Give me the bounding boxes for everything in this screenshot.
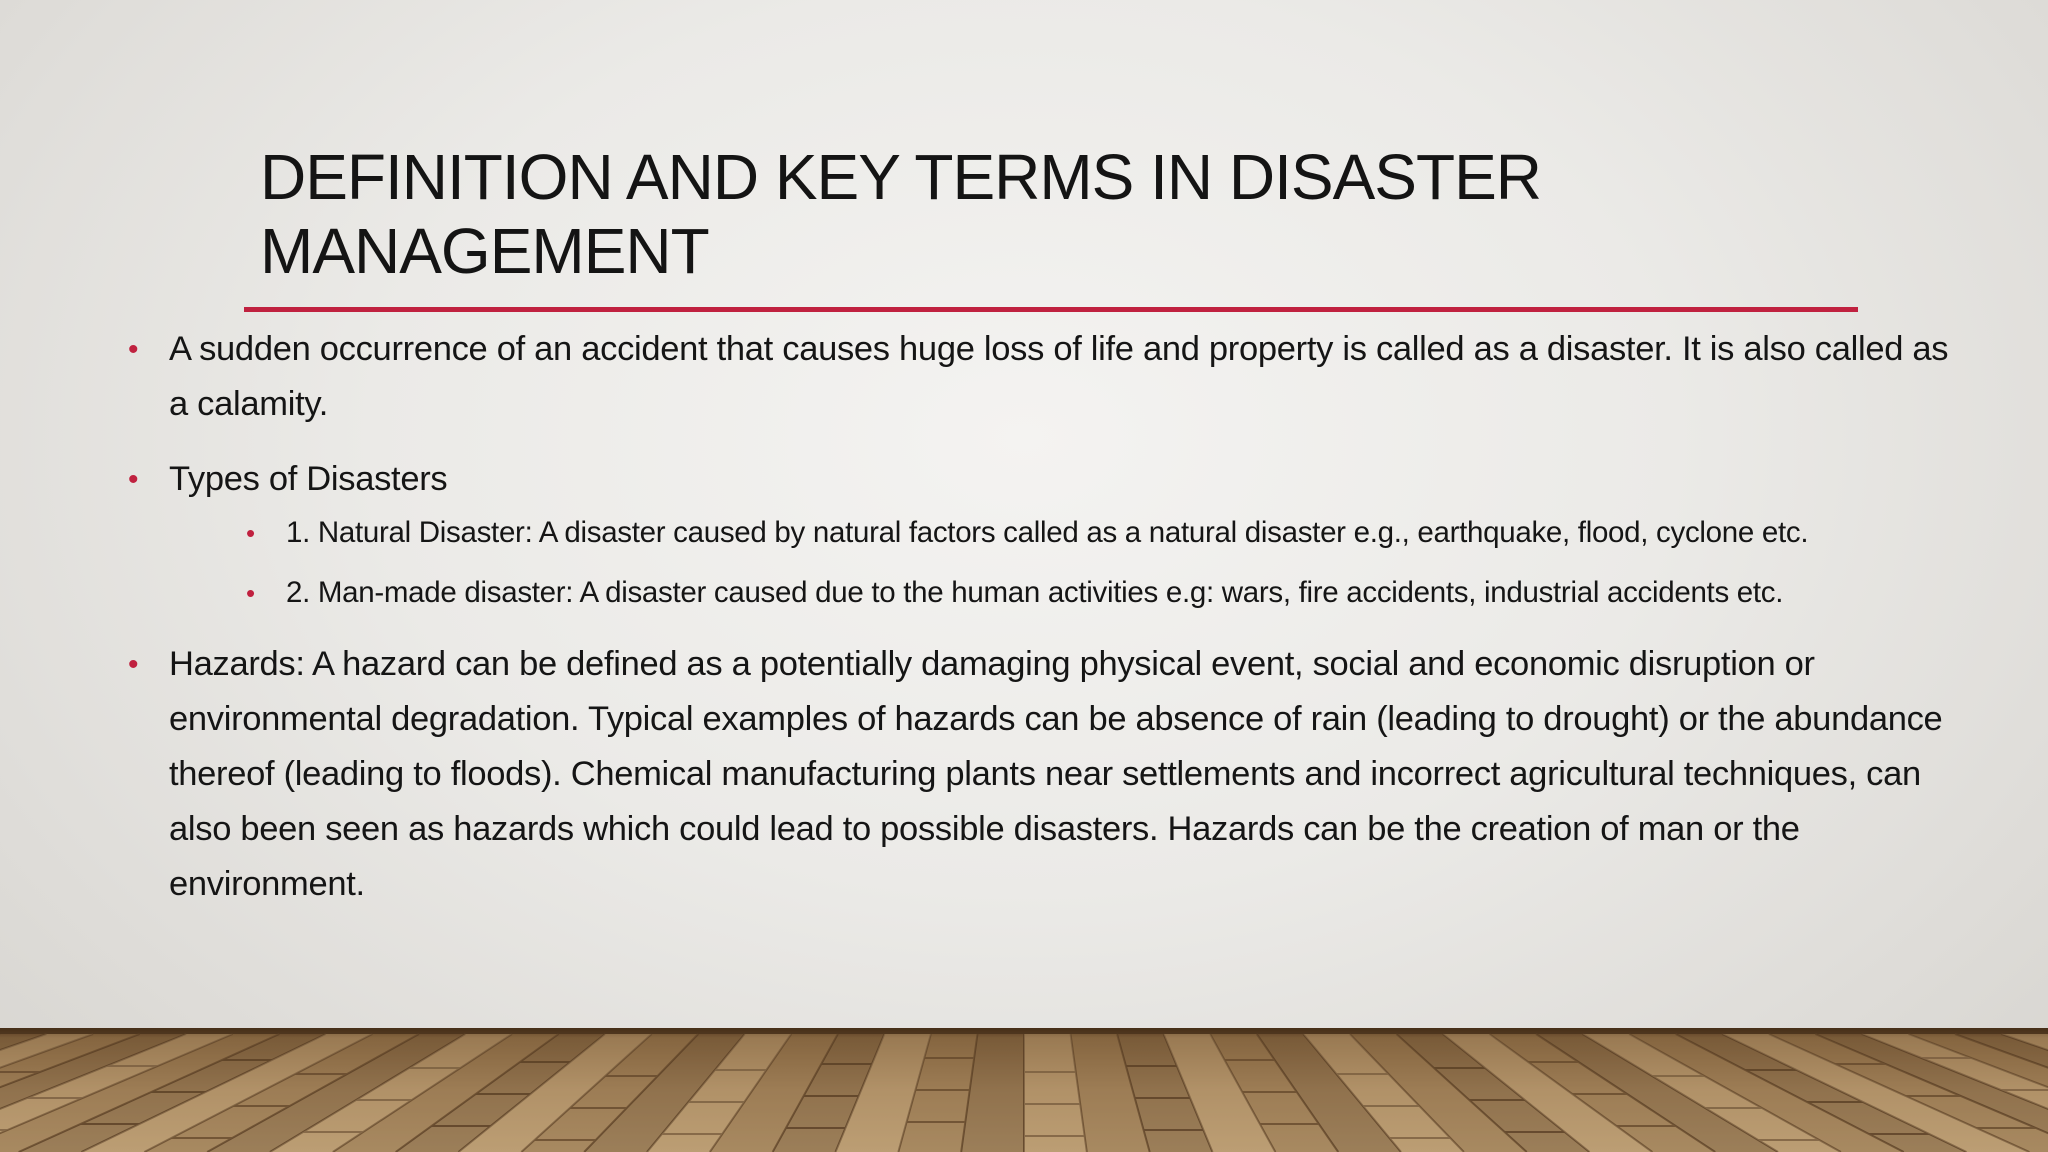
slide-content [128,322,1958,932]
bullet-list [128,322,1958,912]
bullet-item-hazards [128,637,1958,912]
bullet-item-disaster-definition [128,322,1958,432]
bullet-item-types-of-disasters [128,452,1958,617]
slide-title: DEFINITION AND KEY TERMS IN DISASTER MANAGEMENT [260,141,1541,287]
sub-bullet-list [169,509,1958,617]
bullet-icon: • [128,463,139,496]
bullet-text: A sudden occurrence of an accident that causes huge loss of life and property is called as a disaster. It is also called as a calamity. [169,330,1949,423]
bullet-text: Types of Disasters [169,460,448,498]
bullet-icon: • [128,648,139,681]
wood-floor-graphic [0,1028,2048,1152]
sub-bullet-text: 2. Man-made disaster: A disaster caused due to the human activities e.g: wars, fire accidents, industrial accidents etc. [286,576,1784,609]
sub-bullet-man-made-disaster [246,569,1958,617]
bullet-icon: • [128,333,139,366]
bullet-icon: • [246,518,255,548]
title-underline [244,307,1858,312]
bullet-text: Hazards: A hazard can be defined as a potentially damaging physical event, social and economic disruption or environmental degradation. Typical examples of hazards can be absence of rain (leading to drought) or the abundance thereof (leading to floods). Chemical manufacturing plants near settlements and incorrect agricultural techniques, can also been seen as hazards which could lead to possible disasters. Hazards can be the creation of man or the environment. [169,645,1943,903]
sub-bullet-text: 1. Natural Disaster: A disaster caused by natural factors called as a natural disaster e.g., earthquake, flood, cyclone etc. [286,516,1809,549]
bullet-icon: • [246,578,255,608]
sub-bullet-natural-disaster [246,509,1958,557]
wood-floor-background [0,1028,2048,1152]
